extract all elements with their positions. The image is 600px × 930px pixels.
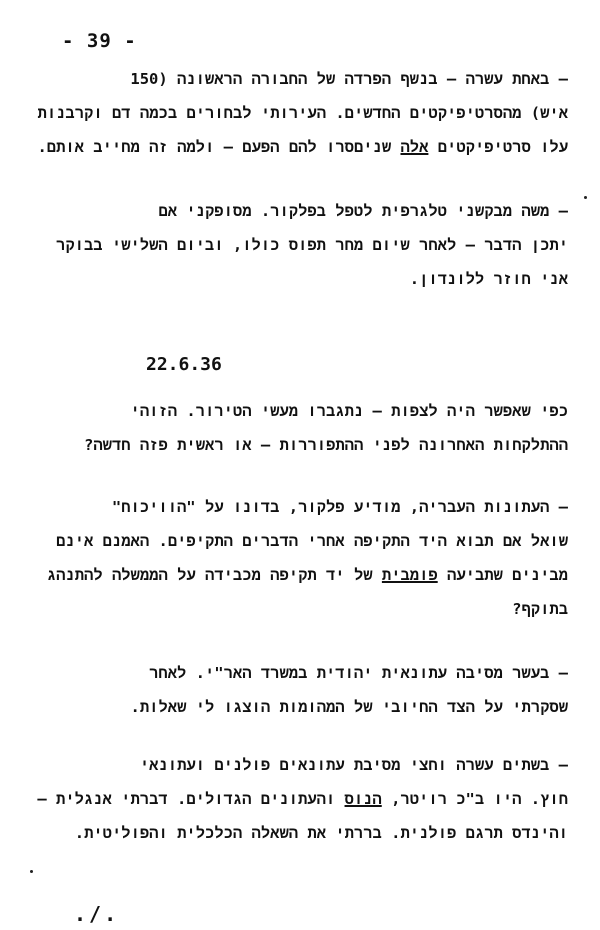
page-number: - 39 -	[62, 30, 137, 52]
paragraph-line: אני חוזר ללונדון.	[409, 270, 568, 288]
paragraph-line: בתוקף?	[512, 600, 568, 618]
paragraph-line-with-underline: חוץ. היו ב"כ רויטר, הנוס והעתונים הגדולים. דברתי אנגלית –	[37, 790, 568, 808]
paragraph-line-with-underline: מבינים שתביעה פומבית של יד תקיפה מכבידה על הממשלה להתנהג	[46, 566, 568, 584]
paragraph-line: יתכן הדבר – לאחר שיום מחר תפוס כולו, וביום השלישי בבוקר	[56, 236, 568, 254]
paragraph-line: איש) מהסרטיפיקטים החדשים. העירותי לבחורים בכמה דם וקרבנות	[37, 104, 568, 122]
paragraph-line: שואל אם תבוא היד התקיפה אחרי הדברים התקיפים. האמנם אינם	[56, 532, 568, 550]
underlined-word: פומבית	[381, 566, 438, 584]
paragraph-line: – משה מבקשני טלגרפית לטפל בפלקור. מסופקני אם	[158, 202, 568, 220]
paragraph-terror	[48, 394, 568, 462]
paragraph-line: והינדס תרגם פולנית. בררתי את השאלה הכלכלית והפוליטית.	[74, 824, 568, 842]
paragraph-line: – בשתים עשרה וחצי מסיבת עתונאים פולנים ועתונאי	[139, 756, 568, 774]
paragraph-telegram	[48, 194, 568, 296]
underlined-word: הנוס	[344, 790, 382, 808]
paragraph-line: ההתלקחות האחרונה לפני ההתפוררות – או ראשית פזה חדשה?	[84, 436, 568, 454]
paragraph-hebrew-press	[48, 490, 568, 626]
scan-speck	[584, 196, 587, 199]
paragraph-line: – באחת עשרה – בנשף הפרדה של החבורה הראשונה (150	[130, 70, 568, 88]
underlined-word: אלה	[400, 138, 429, 156]
paragraph-line: שסקרתי על הצד החיובי של המהומות הוצגו לי שאלות.	[130, 698, 568, 716]
paragraph-polish-press-conference	[37, 748, 568, 850]
diary-date: 22.6.36	[146, 354, 222, 375]
paragraph-line: – בעשר מסיבה עתונאית יהודית במשרד האר"י. לאחר	[149, 664, 568, 682]
paragraph-farewell-party	[37, 62, 568, 164]
paragraph-line-with-underline: עלו סרטיפיקטים אלה שניםסרו להם הפעם – ולמה זה מחייב אותם.	[37, 138, 568, 156]
paragraph-line: כפי שאפשר היה לצפות – נתגברו מעשי הטירור. הזוהי	[130, 402, 568, 420]
scan-speck	[30, 870, 33, 873]
paragraph-line: – העתונות העבריה, מודיע פלקור, בדונו על "הוויכוח"	[111, 498, 568, 516]
paragraph-jewish-press-conference	[48, 656, 568, 724]
end-mark: ./.	[74, 902, 120, 926]
